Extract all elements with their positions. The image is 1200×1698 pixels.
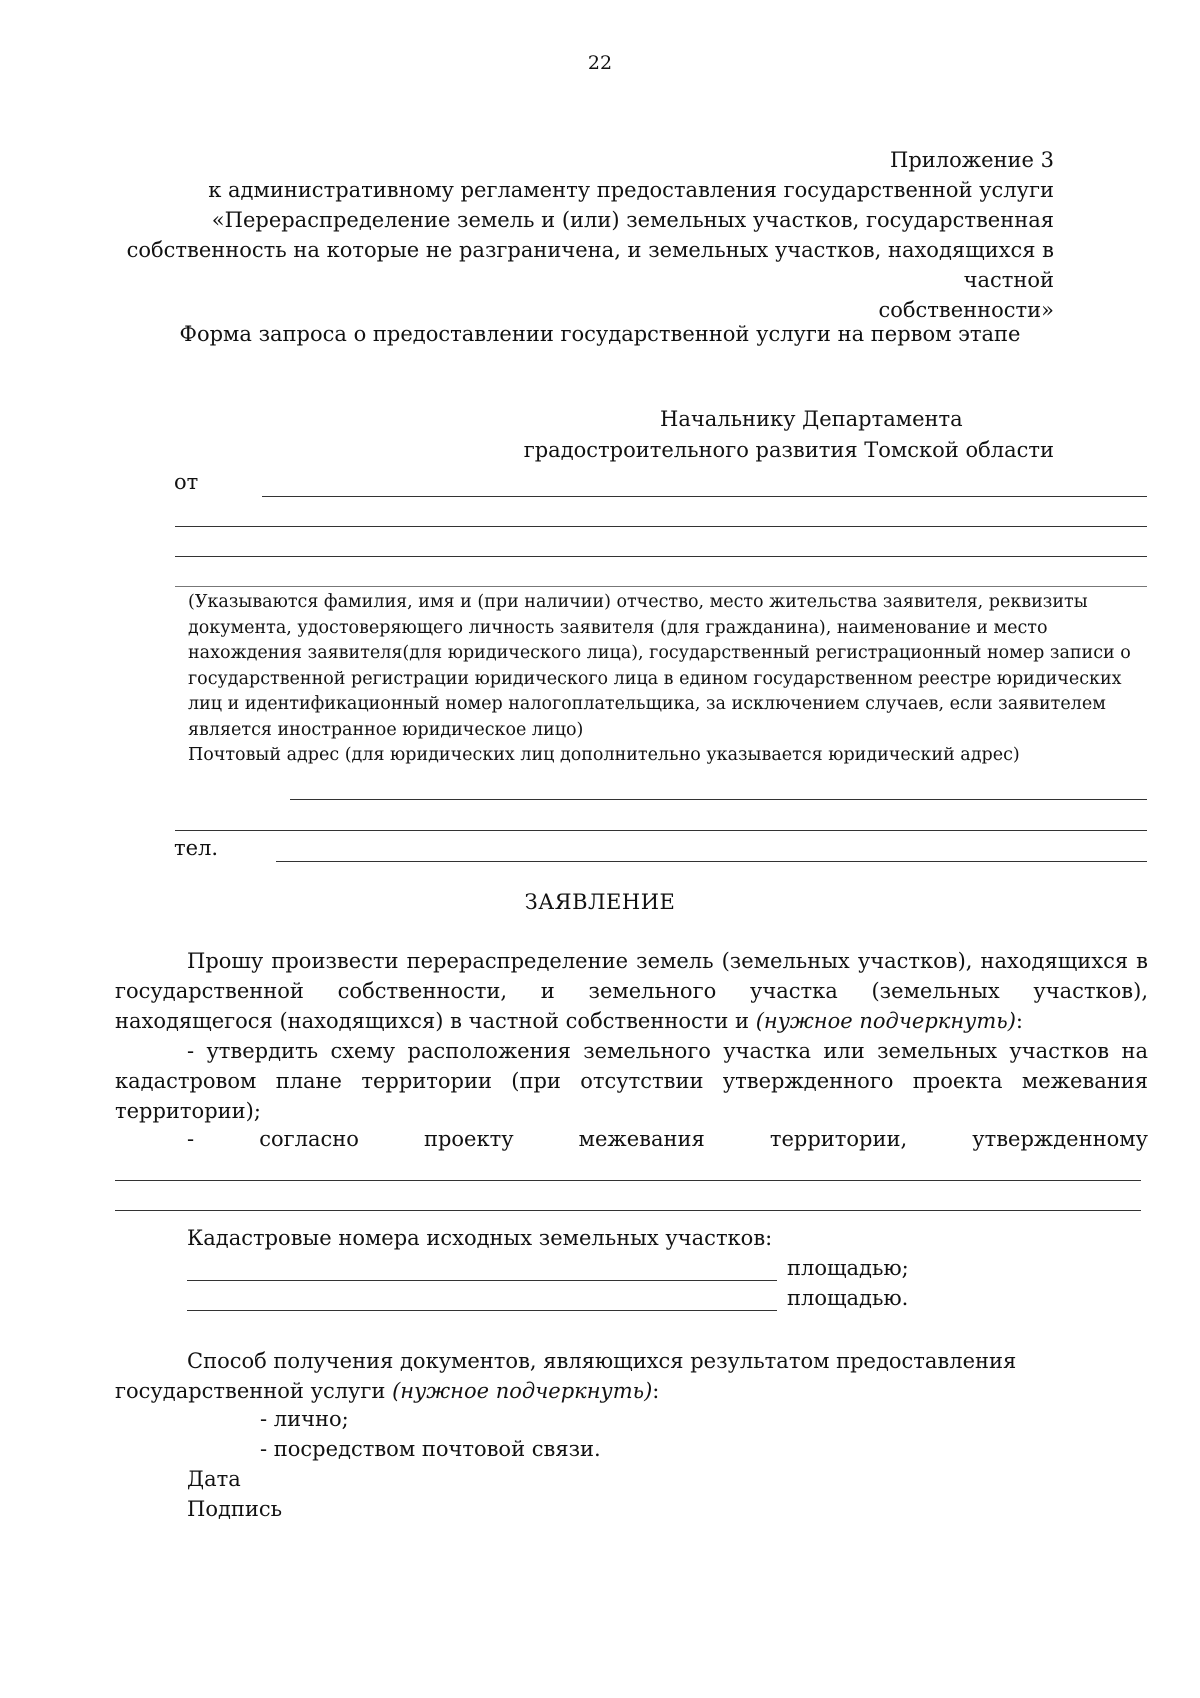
cadastral-line-2[interactable]: [187, 1310, 777, 1311]
applicant-instruction: [188, 590, 1148, 769]
addressee-line-2: градостроительного развития Томской области: [523, 438, 1054, 462]
signature-label: Подпись: [187, 1497, 283, 1521]
paragraph-tail: :: [1015, 1009, 1023, 1033]
tel-label: тел.: [174, 836, 219, 860]
statement-heading: ЗАЯВЛЕНИЕ: [524, 890, 676, 914]
instruction-line: документа, удостоверяющего личность заявителя (для гражданина), наименование и место: [188, 617, 1048, 638]
applicant-line-4[interactable]: [175, 586, 1147, 587]
option-word: согласно: [259, 1127, 359, 1151]
appendix-header: [54, 145, 1054, 325]
instruction-line: лиц и идентификационный номер налогоплательщика, за исключением случаев, если заявителем: [188, 694, 1106, 714]
survey-project-line-1[interactable]: [115, 1180, 1141, 1181]
delivery-option-post[interactable]: - посредством почтовой связи.: [260, 1437, 601, 1461]
option-word: территории,: [769, 1127, 908, 1151]
page-number: 22: [587, 52, 613, 74]
appendix-line-3: собственность на которые не разграничена, и земельных участков, находящихся в частной: [126, 238, 1054, 292]
instruction-line: нахождения заявителя(для юридического лица), государственный регистрационный номер записи о: [188, 643, 1131, 663]
postal-address-line-1[interactable]: [290, 799, 1147, 800]
delivery-option-in-person[interactable]: - лично;: [260, 1407, 349, 1431]
paragraph-text: Прошу произвести перераспределение земель (земельных участков), находящихся в государственной собственности, и земельного участка (земельных участков), находящегося (находящихся) в частной собственности и: [115, 949, 1148, 1033]
cadastral-label: Кадастровые номера исходных земельных участков:: [187, 1226, 773, 1250]
appendix-line-2: «Перераспределение земель и (или) земельных участков, государственная: [211, 208, 1054, 232]
underline-hint: (нужное подчеркнуть): [392, 1379, 653, 1403]
form-title: Форма запроса о предоставлении государственной услуги на первом этапе: [179, 322, 1021, 346]
instruction-line: является иностранное юридическое лицо): [188, 719, 584, 740]
from-label: от: [174, 470, 199, 494]
appendix-title: Приложение 3: [890, 148, 1054, 172]
paragraph-text: Способ получения документов, являющихся результатом предоставления государственной услуги: [115, 1349, 1017, 1403]
instruction-line: государственной регистрации юридического лица в едином государственном реестре юридических: [188, 668, 1122, 689]
option-word: -: [187, 1127, 195, 1151]
delivery-method-paragraph: [115, 1346, 1148, 1406]
option-word: утвержденному: [972, 1127, 1148, 1151]
statement-paragraph: [115, 946, 1148, 1036]
applicant-line-3[interactable]: [175, 556, 1147, 557]
area-label-2: площадью.: [787, 1286, 909, 1310]
appendix-line-4: собственности»: [878, 298, 1054, 322]
underline-hint: (нужное подчеркнуть): [755, 1009, 1016, 1033]
postal-address-line-2[interactable]: [175, 830, 1147, 831]
survey-project-line-2[interactable]: [115, 1210, 1141, 1211]
applicant-line-2[interactable]: [175, 526, 1147, 527]
addressee-line-1: Начальнику Департамента: [660, 407, 963, 431]
option-approve-scheme[interactable]: - утвердить схему расположения земельного участка или земельных участков на кадастровом плане территории (при отсутствии утвержденного проекта межевания территории);: [115, 1039, 1148, 1123]
instruction-line: (Указываются фамилия, имя и (при наличии) отчество, место жительства заявителя, реквизиты: [188, 592, 1088, 612]
option-word: межевания: [578, 1127, 705, 1151]
applicant-line-1[interactable]: [262, 496, 1147, 497]
option-survey-project[interactable]: [187, 1127, 1148, 1151]
appendix-line-1: к административному регламенту предоставления государственной услуги: [208, 178, 1054, 202]
postal-address-label: Почтовый адрес (для юридических лиц дополнительно указывается юридический адрес): [188, 745, 1020, 765]
option-word: проекту: [423, 1127, 514, 1151]
cadastral-line-1[interactable]: [187, 1280, 777, 1281]
area-label-1: площадью;: [787, 1256, 909, 1280]
date-label: Дата: [187, 1467, 241, 1491]
paragraph-tail: :: [652, 1379, 660, 1403]
tel-line[interactable]: [276, 861, 1147, 862]
